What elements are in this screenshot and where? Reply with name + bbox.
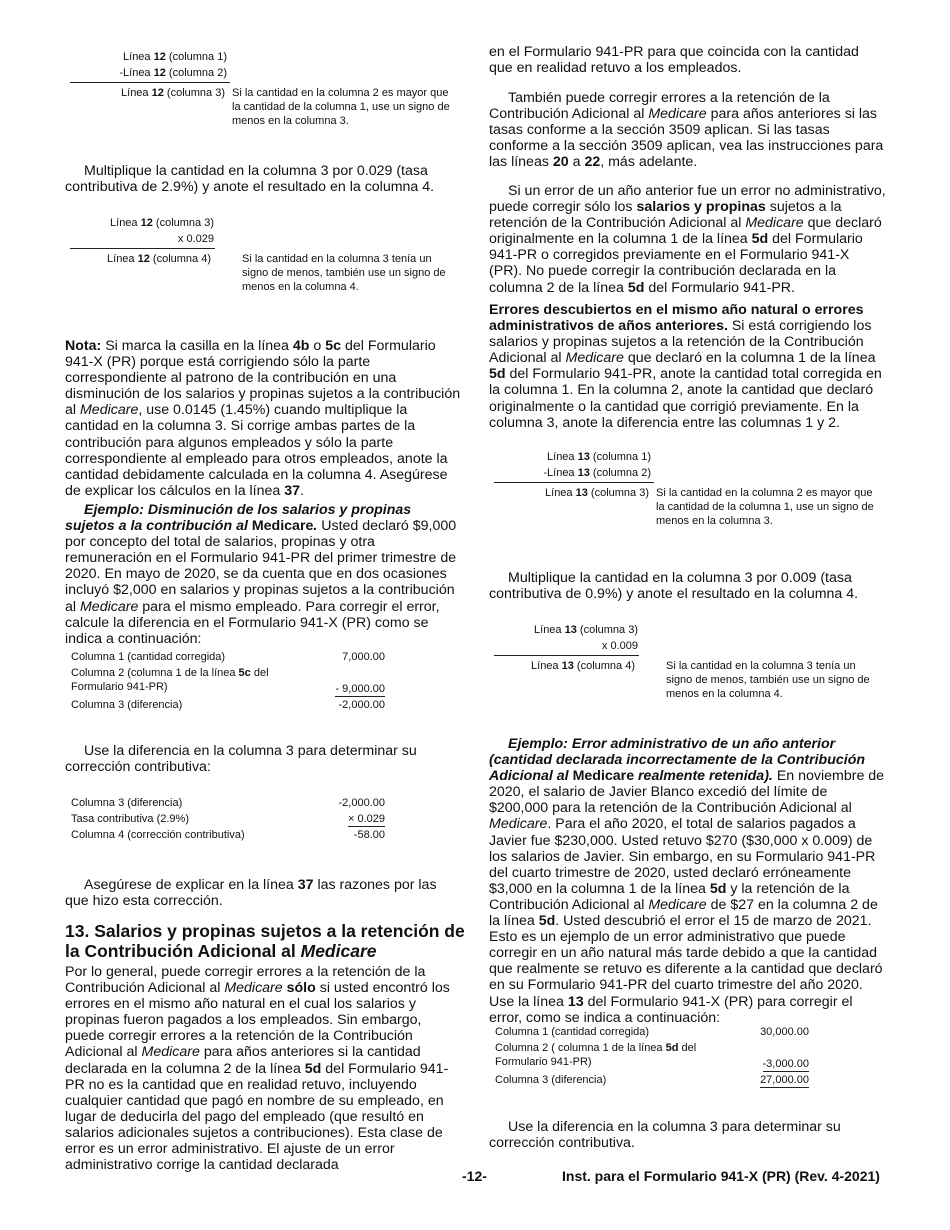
asegurese-paragraph: Asegúrese de explicar en la línea 37 las razones por las que hizo esta corrección. — [65, 877, 437, 910]
calc4-line2: x 0.009 — [601, 640, 638, 652]
calc2-note: Si la cantidad en la columna 3 tenía un signo de menos, también use un signo de menos en la columna 4. — [242, 253, 446, 293]
nota-paragraph: Nota: Si marca la casilla en la línea 4b o 5c del Formulario 941-X (PR) porque está corrigiendo sólo la parte correspondiente al patrono de la contribución en una disminución de los salarios y propinas sujetos a la contribución al Medicare, use 0.0145 (1.45%) cuando multiplique la cantidad en la columna 3. Si corrige ambas partes de la contribución para algunos empleados y sólo la parte correspondiente al empleado para otros empleados, anote la cantidad debidamente calculada en la columna 4. Asegúrese de explicar los cálculos en la línea 37. — [65, 338, 461, 499]
calc2-rule — [70, 248, 215, 249]
table1-row3-label: Columna 3 (diferencia) — [71, 699, 183, 711]
calc4-line1: Línea 13 (columna 3) — [534, 624, 638, 636]
table2-row1-value: -2,000.00 — [338, 797, 385, 809]
calc1-line3: Línea 12 (columna 3) — [121, 87, 225, 99]
table1-row2-label-a: Columna 2 (columna 1 de la línea 5c del — [71, 667, 269, 679]
calc2-line3: Línea 12 (columna 4) — [107, 253, 211, 265]
table1-row2-label-b: Formulario 941-PR) — [71, 681, 168, 693]
table3 — [495, 1025, 815, 1089]
table1-row3-value: -2,000.00 — [338, 699, 385, 711]
table2-row2-value: × 0.029 — [347, 813, 385, 825]
ejemplo2-paragraph: Ejemplo: Error administrativo de un año anterior (cantidad declarada incorrectamente de la Contribución Adicional al Medicare realmente retenida). En noviembre de 2020, el salario de Javier Blanco excedió del límite de $200,000 para la retención de la Contribución Adicional al Medicare. Para el año 2020, el total de salarios pagados a Javier fue $230,000. Usted retuvo $270 ($30,000 x 0.009) de los salarios de Javier. Sin embargo, en su Formulario 941-PR del cuarto trimestre de 2020, usted declaró erróneamente $3,000 en la columna 1 de la línea 5d y la retención de la Contribución Adicional al Medicare de $27 en la columna 2 de la línea 5d. Usted descubrió el error el 15 de marzo de 2021. Esto es un ejemplo de un error administrativo que puede corregir en un año natural más tarde debido a que la cantidad que realmente se retuvo es diferente a la cantidad que declaró en su Formulario 941-PR del cuarto trimestre del año 2020. Use la línea 13 del Formulario 941-X (PR) para corregir el error, como se indica a continuación: — [489, 736, 885, 1026]
table1-row1 — [71, 650, 391, 666]
table2-row2-label: Tasa contributiva (2.9%) — [71, 813, 189, 825]
table3-row3-value: 27,000.00 — [760, 1074, 809, 1086]
ejemplo-paragraph: Ejemplo: Disminución de los salarios y propinas sujetos a la contribución al Medicare. Usted declaró $9,000 por concepto del total de salarios, propinas y otra remuneración en el Formulario 941-PR del primer trimestre de 2020. En mayo de 2020, se da cuenta que en dos ocasiones incluyó $2,000 en salarios y propinas sujetos a la contribución al Medicare para el mismo empleado. Para corregir el error, calcule la diferencia en el Formulario 941-X (PR) como se indica a continuación: — [65, 502, 457, 647]
left-para-multiply: Multiplique la cantidad en la columna 3 por 0.029 (tasa contributiva de 2.9%) y anote el resultado en la columna 4. — [65, 163, 435, 196]
table3-row2-label-a: Columna 2 ( columna 1 de la línea 5d del — [495, 1042, 697, 1054]
calc3-rule — [494, 482, 654, 483]
calc1-line2: -Línea 12 (columna 2) — [119, 67, 227, 79]
table1-row3 — [71, 698, 391, 714]
table3-row1-label: Columna 1 (cantidad corregida) — [495, 1026, 650, 1038]
table3-row2 — [495, 1041, 815, 1073]
calc2-line1: Línea 12 (columna 3) — [110, 217, 214, 229]
table3-row2-label-b: Formulario 941-PR) — [495, 1056, 592, 1068]
calc3-line1: Línea 13 (columna 1) — [547, 451, 651, 463]
table2-row3-value: -58.00 — [353, 829, 385, 841]
right-para-cont: en el Formulario 941-PR para que coincida con la cantidad que en realidad retuvo a los empleados. — [489, 44, 859, 77]
table3-row2-value: -3,000.00 — [762, 1058, 809, 1070]
section-heading: 13. Salarios y propinas sujetos a la retención de la Contribución Adicional al Medicare — [65, 921, 465, 961]
table1-row2-value: - 9,000.00 — [335, 683, 385, 695]
table2-row2 — [71, 812, 391, 828]
table1-row2 — [71, 666, 391, 698]
table3-row3-label: Columna 3 (diferencia) — [495, 1074, 607, 1086]
table2-row3 — [71, 828, 391, 844]
tambien-paragraph: También puede corregir errores a la retención de la Contribución Adicional al Medicare para años anteriores si las tasas conforme a la sección 3509 aplican. Si las tasas conforme a la sección 3509 aplican, vea las instrucciones para las líneas 20 a 22, más adelante. — [489, 90, 884, 171]
table3-row1-value: 30,000.00 — [760, 1026, 809, 1038]
table2 — [71, 796, 391, 844]
form-title: Inst. para el Formulario 941-X (PR) (Rev. 4-2021) — [562, 1168, 880, 1184]
table1-row1-label: Columna 1 (cantidad corregida) — [71, 651, 226, 663]
calc3-note: Si la cantidad en la columna 2 es mayor que la cantidad de la columna 1, use un signo de menos en la columna 3. — [656, 487, 874, 527]
table2-row1-label: Columna 3 (diferencia) — [71, 797, 183, 809]
calc4-line3: Línea 13 (columna 4) — [531, 660, 635, 672]
calc4-rule — [494, 655, 639, 656]
table2-row1 — [71, 796, 391, 812]
page-number: -12- — [462, 1168, 487, 1184]
right-para-multiply: Multiplique la cantidad en la columna 3 por 0.009 (tasa contributiva de 0.9%) y anote el resultado en la columna 4. — [489, 570, 859, 603]
general-paragraph: Por lo general, puede corregir errores a la retención de la Contribución Adicional al Medicare sólo si usted encontró los errores en el mismo año natural en el cual los salarios y propinas fueron pagados a los empleados. Sin embargo, puede corregir errores a la retención de la Contribución Adicional al Medicare para años anteriores si la cantidad declarada en la columna 2 de la línea 5d del Formulario 941-PR no es la cantidad que en realidad retuvo, incluyendo cualquier cantidad que pagó en nombre de su empleado, en lugar de deducirla del pago del empleado (que resultó en salarios adicionales sujetos a contribuciones). Esta clase de error es un error administrativo. El ajuste de un error administrativo corrige la cantidad declarada — [65, 964, 450, 1174]
table1-row1-value: 7,000.00 — [342, 651, 385, 663]
calc1-rule — [70, 82, 230, 83]
right-para-use: Use la diferencia en la columna 3 para determinar su corrección contributiva. — [489, 1119, 841, 1152]
calc1-note: Si la cantidad en la columna 2 es mayor que la cantidad de la columna 1, use un signo de menos en la columna 3. — [232, 87, 450, 127]
errores-paragraph: Errores descubiertos en el mismo año natural o errores administrativos de años anteriores. Si está corrigiendo los salarios y propinas sujetos a la retención de la Contribución Adicional al Medicare que declaró en la columna 1 de la línea 5d del Formulario 941-PR, anote la cantidad total corregida en la columna 1. En la columna 2, anote la cantidad que declaró originalmente o la cantidad que corrigió previamente. En la columna 3, anote la diferencia entre las columnas 1 y 2. — [489, 302, 882, 431]
calc3-line3: Línea 13 (columna 3) — [545, 487, 649, 499]
table1 — [71, 650, 391, 714]
calc3-line2: -Línea 13 (columna 2) — [543, 467, 651, 479]
si-paragraph: Si un error de un año anterior fue un error no administrativo, puede corregir sólo los salarios y propinas sujetos a la retención de la Contribución Adicional al Medicare que declaró originalmente en la columna 1 de la línea 5d del Formulario 941-PR o corregidos previamente en el Formulario 941-X (PR). No puede corregir la contribución declarada en la columna 2 de la línea 5d del Formulario 941-PR. — [489, 183, 886, 296]
calc2-line2: x 0.029 — [177, 233, 214, 245]
table3-row3 — [495, 1073, 815, 1089]
calc1-line1: Línea 12 (columna 1) — [123, 51, 227, 63]
table2-row3-label: Columna 4 (corrección contributiva) — [71, 829, 245, 841]
table3-row1 — [495, 1025, 815, 1041]
left-para-use: Use la diferencia en la columna 3 para determinar su corrección contributiva: — [65, 743, 417, 776]
calc4-note: Si la cantidad en la columna 3 tenía un signo de menos, también use un signo de menos en la columna 4. — [666, 660, 870, 700]
